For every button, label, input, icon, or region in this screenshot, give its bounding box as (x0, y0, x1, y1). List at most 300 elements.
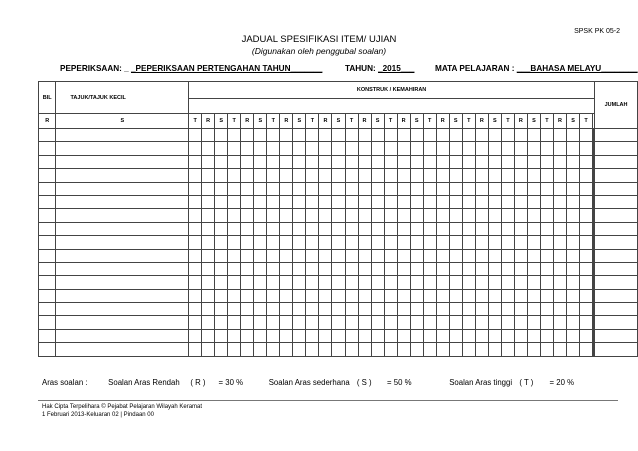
table-cell (293, 289, 306, 302)
table-cell (189, 329, 202, 342)
rendah-label: Soalan Aras Rendah (108, 378, 180, 387)
table-cell (39, 316, 56, 329)
table-cell (189, 209, 202, 222)
table-cell (553, 262, 566, 275)
table-cell (241, 222, 254, 235)
table-row (39, 303, 638, 316)
table-cell (293, 343, 306, 356)
table-cell (449, 209, 462, 222)
table-cell (293, 195, 306, 208)
mata-pelajaran-label: MATA PELAJARAN : (435, 64, 515, 73)
table-cell (345, 169, 358, 182)
table-cell (501, 236, 514, 249)
table-cell (215, 343, 228, 356)
table-cell (410, 249, 423, 262)
table-cell (241, 262, 254, 275)
table-cell (475, 329, 488, 342)
table-cell (449, 303, 462, 316)
table-cell (215, 329, 228, 342)
konstruk-subheader-row (189, 99, 595, 114)
table-cell (540, 195, 553, 208)
table-cell (39, 195, 56, 208)
bil-header: BIL (39, 82, 56, 114)
table-cell (410, 329, 423, 342)
table-cell (371, 303, 384, 316)
table-cell (553, 343, 566, 356)
rendah-code: ( R ) (190, 378, 206, 387)
table-cell (553, 155, 566, 168)
table-cell (306, 169, 319, 182)
table-cell (475, 249, 488, 262)
table-cell (462, 343, 475, 356)
table-cell (254, 129, 267, 142)
table-cell (397, 142, 410, 155)
table-cell (580, 142, 593, 155)
table-cell (397, 236, 410, 249)
table-cell (462, 169, 475, 182)
table-cell (241, 129, 254, 142)
table-cell (293, 142, 306, 155)
table-cell (410, 262, 423, 275)
table-cell (332, 236, 345, 249)
table-cell (595, 289, 638, 302)
table-cell (501, 142, 514, 155)
table-cell (595, 169, 638, 182)
table-row (39, 289, 638, 302)
table-cell (567, 236, 580, 249)
table-cell (436, 329, 449, 342)
table-cell (384, 182, 397, 195)
rst-header-cell: S (332, 114, 345, 129)
table-cell (553, 169, 566, 182)
rst-header-cell: S (449, 114, 462, 129)
aras-label: Aras soalan : (42, 378, 88, 387)
table-cell (410, 289, 423, 302)
table-cell (39, 289, 56, 302)
table-cell (567, 142, 580, 155)
table-cell (436, 303, 449, 316)
table-cell (371, 289, 384, 302)
table-cell (228, 262, 241, 275)
table-cell (595, 222, 638, 235)
table-cell (293, 209, 306, 222)
table-cell (241, 236, 254, 249)
table-cell (553, 329, 566, 342)
table-cell (56, 182, 189, 195)
table-cell (449, 289, 462, 302)
table-cell (280, 195, 293, 208)
table-cell (423, 276, 436, 289)
table-cell (436, 155, 449, 168)
table-cell (254, 209, 267, 222)
table-cell (39, 249, 56, 262)
table-cell (56, 316, 189, 329)
table-cell (254, 262, 267, 275)
table-cell (202, 236, 215, 249)
table-cell (527, 316, 540, 329)
table-cell (332, 329, 345, 342)
table-cell (488, 129, 501, 142)
table-cell (254, 249, 267, 262)
table-cell (189, 195, 202, 208)
table-cell (371, 142, 384, 155)
table-row (39, 316, 638, 329)
table-cell (527, 343, 540, 356)
table-cell (410, 303, 423, 316)
table-cell (449, 182, 462, 195)
footer-divider (38, 400, 618, 401)
table-cell (293, 236, 306, 249)
table-cell (436, 182, 449, 195)
table-cell (358, 209, 371, 222)
table-cell (449, 129, 462, 142)
table-cell (423, 262, 436, 275)
table-cell (595, 155, 638, 168)
table-cell (488, 169, 501, 182)
table-cell (580, 343, 593, 356)
table-cell (280, 155, 293, 168)
table-cell (241, 289, 254, 302)
table-cell (462, 209, 475, 222)
table-cell (449, 249, 462, 262)
table-cell (384, 209, 397, 222)
rst-header-cell: T (228, 114, 241, 129)
rst-header-cell: R (475, 114, 488, 129)
table-cell (580, 236, 593, 249)
rst-header-cell: T (306, 114, 319, 129)
table-cell (436, 169, 449, 182)
rst-header-cell: T (189, 114, 202, 129)
table-cell (475, 195, 488, 208)
table-cell (319, 182, 332, 195)
table-cell (567, 343, 580, 356)
rst-header-cell: R (358, 114, 371, 129)
tajuk-header: TAJUK/TAJUK KECIL (56, 82, 189, 114)
rst-header-cell: S (215, 114, 228, 129)
rst-header-cell: S (527, 114, 540, 129)
table-cell (319, 155, 332, 168)
table-cell (488, 249, 501, 262)
table-cell (280, 262, 293, 275)
table-cell (540, 316, 553, 329)
table-cell (189, 182, 202, 195)
table-cell (228, 329, 241, 342)
table-cell (280, 142, 293, 155)
table-cell (397, 249, 410, 262)
table-cell (254, 155, 267, 168)
table-cell (306, 209, 319, 222)
table-cell (540, 329, 553, 342)
table-cell (254, 142, 267, 155)
table-cell (595, 182, 638, 195)
table-cell (580, 169, 593, 182)
table-cell (332, 155, 345, 168)
table-cell (280, 182, 293, 195)
table-cell (410, 155, 423, 168)
table-cell (449, 262, 462, 275)
table-cell (358, 222, 371, 235)
table-cell (410, 209, 423, 222)
table-cell (56, 343, 189, 356)
document-subtitle: (Digunakan oleh penggubal soalan) (251, 46, 387, 56)
table-cell (319, 129, 332, 142)
table-cell (567, 155, 580, 168)
table-cell (241, 169, 254, 182)
table-cell (423, 182, 436, 195)
table-cell (410, 316, 423, 329)
table-cell (501, 289, 514, 302)
table-cell (202, 276, 215, 289)
table-cell (56, 276, 189, 289)
table-cell (580, 249, 593, 262)
table-row (39, 142, 638, 155)
table-cell (241, 329, 254, 342)
table-cell (567, 195, 580, 208)
table-cell (488, 316, 501, 329)
table-cell (436, 142, 449, 155)
table-cell (215, 316, 228, 329)
table-cell (397, 222, 410, 235)
table-cell (202, 195, 215, 208)
table-cell (567, 129, 580, 142)
table-cell (553, 276, 566, 289)
table-cell (293, 329, 306, 342)
table-cell (371, 262, 384, 275)
table-cell (189, 289, 202, 302)
table-cell (202, 222, 215, 235)
table-cell (580, 303, 593, 316)
table-cell (475, 262, 488, 275)
table-cell (215, 262, 228, 275)
table-cell (332, 303, 345, 316)
table-cell (371, 329, 384, 342)
table-cell (306, 343, 319, 356)
table-cell (384, 142, 397, 155)
table-cell (241, 155, 254, 168)
table-cell (514, 276, 527, 289)
table-cell (280, 343, 293, 356)
table-cell (254, 343, 267, 356)
table-cell (267, 249, 280, 262)
table-cell (306, 222, 319, 235)
table-cell (501, 303, 514, 316)
table-cell (397, 169, 410, 182)
table-cell (293, 249, 306, 262)
table-cell (39, 142, 56, 155)
rst-header-cell: R (241, 114, 254, 129)
table-row (39, 169, 638, 182)
table-cell (514, 209, 527, 222)
table-cell (345, 289, 358, 302)
table-cell (267, 262, 280, 275)
table-cell (319, 276, 332, 289)
table-cell (527, 249, 540, 262)
table-cell (462, 182, 475, 195)
table-cell (462, 316, 475, 329)
table-cell (358, 316, 371, 329)
table-cell (202, 249, 215, 262)
table-cell (475, 316, 488, 329)
table-cell (567, 249, 580, 262)
table-cell (319, 222, 332, 235)
rst-header-cell: T (540, 114, 553, 129)
table-cell (371, 276, 384, 289)
table-cell (384, 222, 397, 235)
table-cell (189, 276, 202, 289)
table-cell (39, 329, 56, 342)
rst-header-cell: R (39, 114, 56, 129)
table-cell (280, 316, 293, 329)
table-cell (254, 276, 267, 289)
table-cell (280, 169, 293, 182)
table-cell (384, 316, 397, 329)
table-cell (553, 129, 566, 142)
table-cell (345, 303, 358, 316)
table-cell (436, 236, 449, 249)
table-cell (397, 343, 410, 356)
table-cell (410, 129, 423, 142)
table-cell (241, 142, 254, 155)
table-cell (332, 142, 345, 155)
table-cell (527, 195, 540, 208)
table-cell (280, 129, 293, 142)
table-cell (332, 289, 345, 302)
table-cell (319, 262, 332, 275)
table-cell (488, 329, 501, 342)
table-cell (345, 316, 358, 329)
table-cell (39, 182, 56, 195)
table-cell (358, 236, 371, 249)
table-cell (595, 343, 638, 356)
table-cell (215, 182, 228, 195)
table-cell (39, 222, 56, 235)
sederhana-code: ( S ) (356, 378, 372, 387)
table-cell (56, 169, 189, 182)
table-cell (567, 169, 580, 182)
table-cell (56, 262, 189, 275)
table-cell (514, 289, 527, 302)
table-cell (462, 262, 475, 275)
table-cell (202, 155, 215, 168)
table-cell (384, 155, 397, 168)
table-cell (228, 209, 241, 222)
table-cell (527, 276, 540, 289)
table-cell (280, 209, 293, 222)
table-cell (189, 316, 202, 329)
table-cell (202, 289, 215, 302)
table-cell (267, 276, 280, 289)
table-row (39, 155, 638, 168)
table-cell (319, 195, 332, 208)
table-cell (423, 303, 436, 316)
table-cell (488, 195, 501, 208)
table-cell (267, 303, 280, 316)
table-cell (501, 182, 514, 195)
table-cell (436, 289, 449, 302)
table-cell (241, 316, 254, 329)
table-cell (293, 169, 306, 182)
table-cell (595, 329, 638, 342)
table-cell (475, 182, 488, 195)
table-cell (527, 182, 540, 195)
table-row (39, 262, 638, 275)
table-cell (202, 169, 215, 182)
table-cell (371, 222, 384, 235)
table-cell (293, 129, 306, 142)
copyright-footer: Hak Cipta Terpelihara © Pejabat Pelajaran Wilayah Keramat (42, 404, 203, 410)
release-footer: 1 Februari 2013-Keluaran 02 | Pindaan 00 (42, 412, 154, 418)
rst-header-cell: T (345, 114, 358, 129)
table-cell (267, 182, 280, 195)
table-cell (215, 222, 228, 235)
table-cell (449, 343, 462, 356)
table-cell (595, 209, 638, 222)
table-row (39, 343, 638, 356)
table-cell (39, 343, 56, 356)
table-cell (514, 262, 527, 275)
table-cell (228, 129, 241, 142)
table-cell (384, 276, 397, 289)
specification-table (38, 81, 638, 357)
table-cell (540, 236, 553, 249)
table-cell (358, 155, 371, 168)
table-cell (462, 329, 475, 342)
rst-header-cell: R (280, 114, 293, 129)
table-cell (280, 222, 293, 235)
rst-header-cell: T (423, 114, 436, 129)
table-cell (280, 289, 293, 302)
table-cell (501, 222, 514, 235)
table-cell (384, 249, 397, 262)
table-cell (345, 142, 358, 155)
tinggi-label: Soalan Aras tinggi (449, 378, 513, 387)
table-cell (501, 329, 514, 342)
table-cell (410, 182, 423, 195)
table-cell (39, 155, 56, 168)
table-cell (540, 343, 553, 356)
table-cell (202, 182, 215, 195)
table-cell (332, 222, 345, 235)
table-cell (397, 195, 410, 208)
table-cell (514, 155, 527, 168)
table-cell (254, 222, 267, 235)
table-cell (595, 236, 638, 249)
table-cell (514, 169, 527, 182)
table-cell (527, 222, 540, 235)
table-cell (254, 195, 267, 208)
table-cell (39, 129, 56, 142)
table-cell (595, 195, 638, 208)
table-cell (306, 289, 319, 302)
table-cell (553, 182, 566, 195)
table-cell (580, 155, 593, 168)
table-cell (488, 142, 501, 155)
table-cell (567, 289, 580, 302)
table-cell (254, 316, 267, 329)
table-cell (280, 329, 293, 342)
table-cell (501, 262, 514, 275)
rst-header-cell: S (371, 114, 384, 129)
table-cell (410, 169, 423, 182)
table-cell (475, 289, 488, 302)
table-cell (423, 155, 436, 168)
table-cell (306, 142, 319, 155)
table-cell (267, 343, 280, 356)
table-cell (267, 329, 280, 342)
table-cell (241, 182, 254, 195)
table-cell (371, 343, 384, 356)
table-cell (567, 262, 580, 275)
